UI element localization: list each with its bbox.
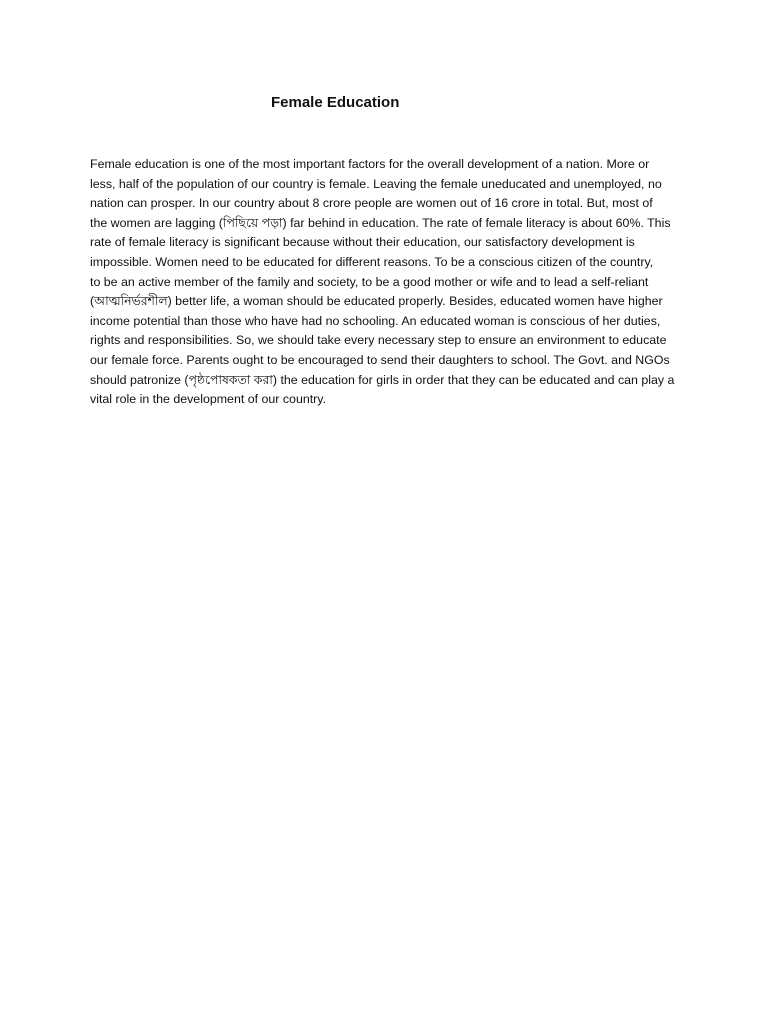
paragraph-line-13: vital role in the development of our country.	[90, 392, 327, 407]
document-title: Female Education	[271, 94, 400, 111]
paragraph-line-5: rate of female literacy is significant because without their education, our satisfactory development is	[90, 235, 635, 250]
document-paragraph	[90, 155, 690, 410]
paragraph-line-8: (আত্মনির্ভরশীল) better life, a woman should be educated properly. Besides, educated women have higher	[90, 294, 663, 309]
paragraph-line-4: the women are lagging (পিছিয়ে পড়া) far behind in education. The rate of female literacy is about 60%. This	[90, 215, 671, 230]
paragraph-line-1: Female education is one of the most important factors for the overall development of a nation. More or	[90, 157, 650, 171]
paragraph-line-2: less, half of the population of our country is female. Leaving the female uneducated and unemployed, no	[90, 176, 662, 191]
paragraph-line-10: rights and responsibilities. So, we should take every necessary step to ensure an environment to educate	[90, 333, 667, 348]
paragraph-line-11: our female force. Parents ought to be encouraged to send their daughters to school. The Govt. and NGOs	[90, 352, 670, 367]
paragraph-line-7: to be an active member of the family and society, to be a good mother or wife and to lead a self-reliant	[90, 274, 649, 289]
paragraph-line-3: nation can prosper. In our country about 8 crore people are women out of 16 crore in total. But, most of	[90, 196, 653, 211]
paragraph-line-6: impossible. Women need to be educated for different reasons. To be a conscious citizen of the country,	[90, 254, 654, 269]
paragraph-line-9: income potential than those who have had no schooling. An educated woman is conscious of her duties,	[90, 313, 661, 328]
paragraph-line-12: should patronize (পৃষ্ঠপোষকতা করা) the education for girls in order that they can be educated and can play a	[90, 372, 675, 387]
